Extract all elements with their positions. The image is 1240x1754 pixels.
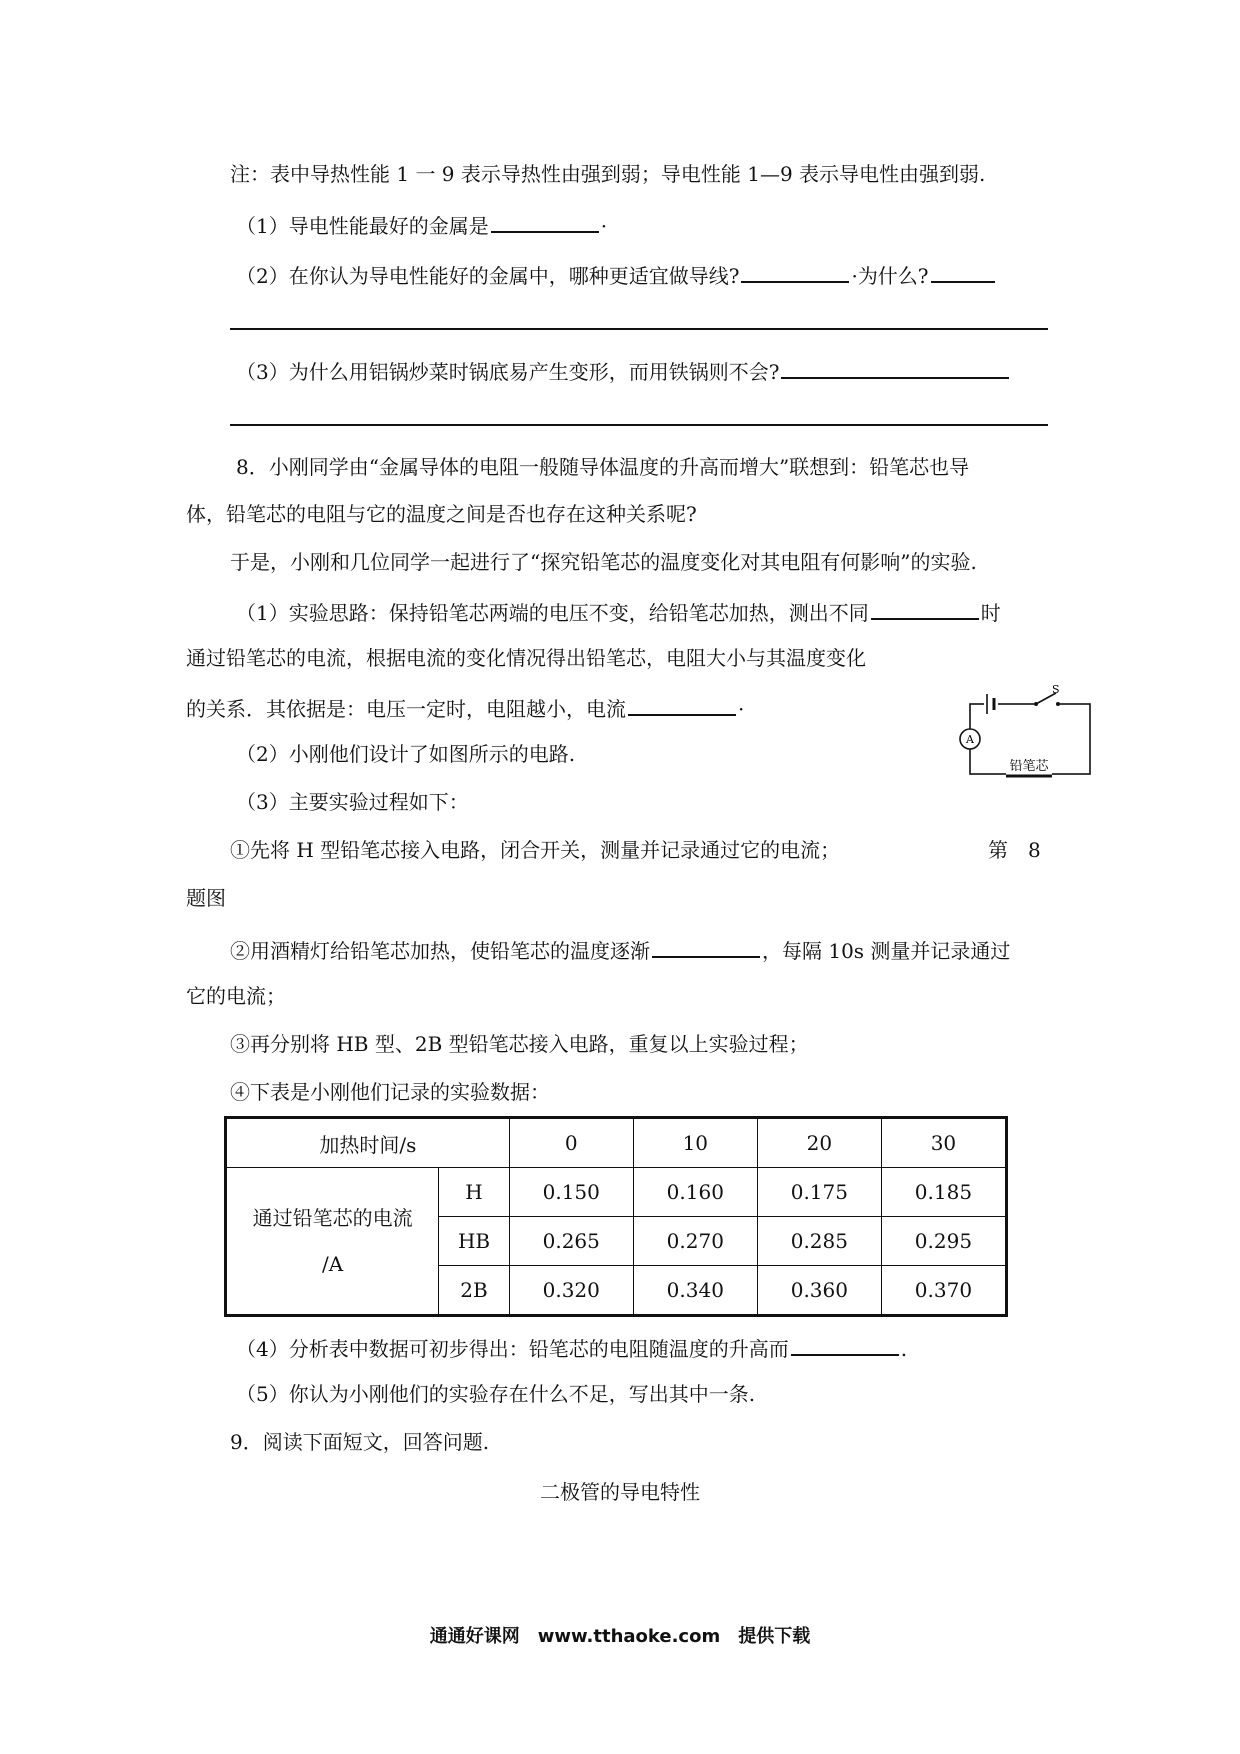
question-8-experiment: 于是，小刚和几位同学一起进行了“探究铅笔芯的温度变化对其电阻有何影响”的实验.	[230, 550, 977, 574]
note-line: 注：表中导热性能 1 一 9 表示导热性由强到弱；导电性能 1—9 表示导电性由强到弱.	[230, 162, 986, 186]
lead-type-cell: 2B	[439, 1266, 509, 1316]
time-cell: 10	[633, 1118, 757, 1168]
question-8-2: （2）小刚他们设计了如图所示的电路.	[236, 742, 576, 766]
switch-label: S	[1052, 684, 1060, 696]
table-row	[226, 1168, 1007, 1217]
question-8-1: （1）实验思路：保持铅笔芯两端的电压不变，给铅笔芯加热，测出不同 时	[236, 596, 1001, 627]
value-cell: 0.320	[509, 1266, 633, 1316]
value-cell: 0.340	[633, 1266, 757, 1316]
time-cell: 0	[509, 1118, 633, 1168]
answer-blank[interactable]	[931, 259, 995, 283]
answer-rule[interactable]	[230, 424, 1048, 426]
answer-blank[interactable]	[652, 934, 760, 958]
answer-blank[interactable]	[741, 259, 849, 283]
value-cell: 0.160	[633, 1168, 757, 1217]
step-2: ②用酒精灯给铅笔芯加热，使铅笔芯的温度逐渐 ，每隔 10s 测量并记录通过	[230, 934, 1010, 965]
answer-blank[interactable]	[791, 1332, 899, 1356]
switch-contact	[1056, 702, 1060, 706]
question-7-1: （1）导电性能最好的金属是 ·	[236, 209, 607, 240]
pencil-lead-label: 铅笔芯	[1009, 759, 1049, 774]
answer-blank[interactable]	[871, 596, 979, 620]
question-9: 9．阅读下面短文，回答问题.	[230, 1430, 490, 1454]
time-cell: 20	[757, 1118, 881, 1168]
lead-type-cell: H	[439, 1168, 509, 1217]
figure-caption: 第 8	[988, 838, 1041, 862]
data-table	[224, 1116, 1008, 1317]
value-cell: 0.295	[881, 1217, 1006, 1266]
lead-type-cell: HB	[439, 1217, 509, 1266]
answer-blank[interactable]	[781, 355, 1009, 379]
footer-watermark: 通通好课网 www.tthaoke.com 提供下载	[429, 1626, 811, 1647]
value-cell: 0.360	[757, 1266, 881, 1316]
step-2-cont: 它的电流；	[186, 984, 286, 1008]
question-8-4: （4）分析表中数据可初步得出：铅笔芯的电阻随温度的升高而 .	[236, 1332, 907, 1363]
step-3: ③再分别将 HB 型、2B 型铅笔芯接入电路，重复以上实验过程；	[230, 1032, 809, 1056]
value-cell: 0.175	[757, 1168, 881, 1217]
step-1: ①先将 H 型铅笔芯接入电路，闭合开关，测量并记录通过它的电流；	[230, 838, 841, 862]
current-row-label: 通过铅笔芯的电流 /A	[226, 1168, 439, 1316]
question-7-3: （3）为什么用铝锅炒菜时锅底易产生变形，而用铁锅则不会?	[236, 355, 1011, 386]
time-cell: 30	[881, 1118, 1006, 1168]
answer-blank[interactable]	[491, 209, 599, 233]
figure-caption-cont: 题图	[186, 886, 226, 910]
question-8-intro: 8．小刚同学由“金属导体的电阻一般随导体温度的升高而增大”联想到：铅笔芯也导	[236, 455, 970, 479]
value-cell: 0.285	[757, 1217, 881, 1266]
question-7-2: （2）在你认为导电性能好的金属中，哪种更适宜做导线? ·为什么?	[236, 259, 997, 290]
step-4: ④下表是小刚他们记录的实验数据：	[230, 1080, 550, 1104]
value-cell: 0.265	[509, 1217, 633, 1266]
value-cell: 0.150	[509, 1168, 633, 1217]
question-8-1-basis: 的关系．其依据是：电压一定时，电阻越小，电流 ·	[186, 692, 744, 723]
answer-rule[interactable]	[230, 328, 1048, 330]
question-8-1-cont: 通过铅笔芯的电流，根据电流的变化情况得出铅笔芯，电阻大小与其温度变化	[186, 646, 866, 670]
answer-blank[interactable]	[628, 692, 736, 716]
question-8-3: （3）主要实验过程如下：	[236, 790, 469, 814]
table-header-row	[226, 1118, 1007, 1168]
circuit-diagram	[948, 684, 1098, 794]
question-8-intro-cont: 体，铅笔芯的电阻与它的温度之间是否也存在这种关系呢?	[186, 502, 697, 526]
ammeter-label: A	[966, 733, 974, 746]
time-header: 加热时间/s	[226, 1118, 510, 1168]
passage-title: 二极管的导电特性	[540, 1480, 700, 1504]
value-cell: 0.270	[633, 1217, 757, 1266]
question-8-5: （5）你认为小刚他们的实验存在什么不足，写出其中一条.	[236, 1382, 756, 1406]
value-cell: 0.185	[881, 1168, 1006, 1217]
value-cell: 0.370	[881, 1266, 1006, 1316]
